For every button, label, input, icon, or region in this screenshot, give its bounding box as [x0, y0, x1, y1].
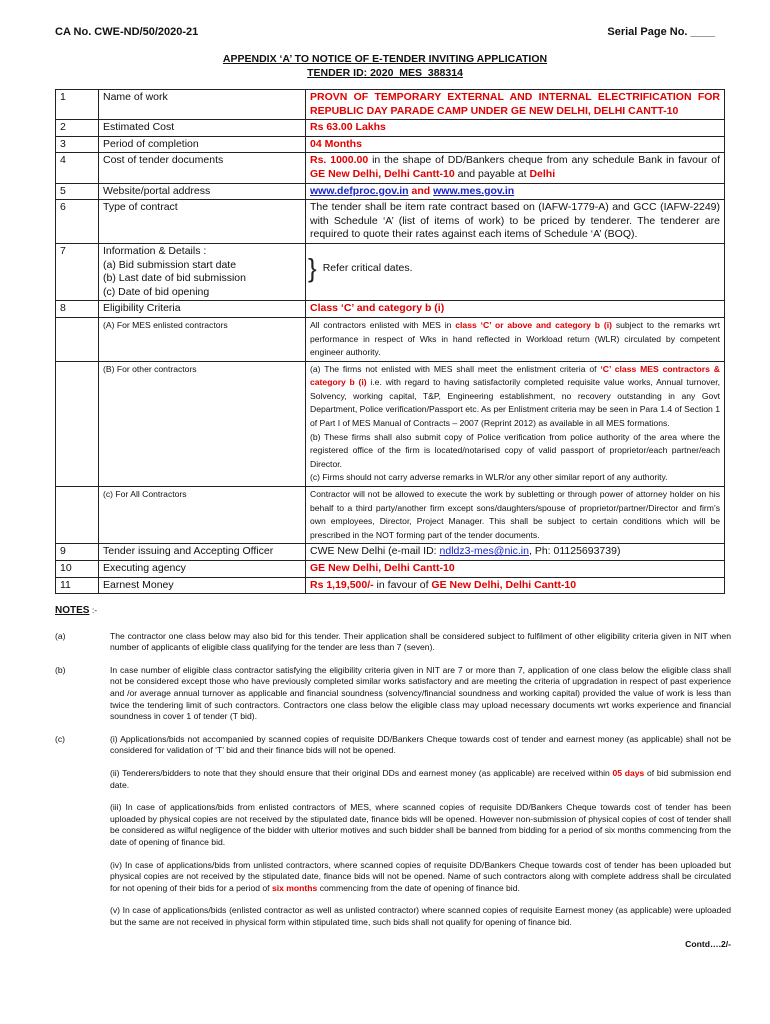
- eligibility-class: Class ‘C’ and category b (i): [306, 301, 725, 318]
- note-text: The contractor one class below may also bid for this tender. Their application shall be considered subject to fulfilment of other eligibility criteria given in NIT when number of applicants of eligible class qualifying for the tender are less than 7 (seven).: [110, 630, 731, 653]
- note-c-v: (v) In case of applications/bids (enlisted contractor as well as unlisted contractor) where scanned copies of requisite Earnest money (as applicable) were uploaded but the same are not received in physical form within stipulated time, such bids shall not qualify for opening of finance bid.: [110, 905, 731, 927]
- table-row: [56, 136, 725, 153]
- row-label: Website/portal address: [99, 183, 306, 200]
- row-number: 11: [56, 577, 99, 594]
- row-label: Tender issuing and Accepting Officer: [99, 544, 306, 561]
- text: i.e. with regard to having satisfactorily completed requisite value works, Annual turnover, Solvency, working capital, T&P, Engineering establishment, no recovery outstanding in any Govt Department, Police verification/Passport etc. As per Enlistment criteria may be seen in Para 1.4 of Section 1 of Part I of MES Manual of Contracts – 2007 (Reprint 2012) as available in all MES formations.: [310, 377, 720, 429]
- notes-section: [55, 605, 731, 951]
- adverse-remarks-text: (c) Firms should not carry adverse remarks in WLR/or any other similar report of any authority.: [310, 472, 668, 483]
- class-highlight: class ‘C’ or above and category b (i): [455, 319, 612, 330]
- estimated-cost: Rs 63.00 Lakhs: [306, 120, 725, 137]
- table-row: [56, 243, 725, 300]
- period-of-completion: 04 Months: [306, 136, 725, 153]
- table-row: [56, 120, 725, 137]
- accepting-officer: [306, 544, 725, 561]
- row-label: Estimated Cost: [99, 120, 306, 137]
- document-title: [0, 52, 770, 80]
- notes-title: NOTES: [55, 605, 90, 616]
- note-text: In case number of eligible class contractor satisfying the eligibility criteria given in NIT are 7 or more than 7, application of one class below the eligible class shall not be considered except those who have previously completed similar works satisfactory and are meeting the criteria of upgradation in respect of past experience and /or average annual turnover as applicable and financial soundness (solvency/financial soundness and working capital) provided the value of work is less than twice the tendering limit of such contractors. Contractors one class below the eligible class may upload necessary documents wrt works experience and financial soundness in cover 1 of tender (T bid).: [110, 664, 731, 722]
- empty-cell: [56, 317, 99, 361]
- tender-id-label: TENDER ID: [307, 67, 364, 79]
- all-contractors-text: Contractor will not be allowed to execute the work by subletting or through power of attorney holder on his behalf to a third party/another firm except sons/daughters/spouse of proprietor/partner/Director and firm’s own employees, Director, Project Manager. This shall be subject to certain conditions which will be prescribed in the NOT forming part of the tender documents.: [306, 487, 725, 544]
- row-label: Information & Details :: [103, 244, 207, 257]
- brace-icon: }: [308, 252, 317, 283]
- table-row: [56, 301, 725, 318]
- all-contractors-label: (c) For All Contractors: [99, 487, 306, 544]
- email-link[interactable]: ndldz3-mes@nic.in: [439, 545, 529, 558]
- table-row: [56, 561, 725, 578]
- payable-at: Delhi: [529, 167, 556, 180]
- row-number: 6: [56, 200, 99, 244]
- info-details-label: [99, 243, 306, 300]
- text: CWE New Delhi (e-mail ID:: [310, 545, 440, 558]
- row-number: 8: [56, 301, 99, 318]
- info-details-value: [306, 243, 725, 300]
- text: in the shape of DD/Bankers cheque from any schedule Bank in favour of: [368, 154, 720, 167]
- empty-cell: [56, 487, 99, 544]
- executing-agency: GE New Delhi, Delhi Cantt-10: [306, 561, 725, 578]
- note-c-ii: [110, 768, 731, 791]
- bid-opening-label: (c) Date of bid opening: [103, 285, 210, 298]
- note-tag: (a): [55, 630, 66, 641]
- row-number: 2: [56, 120, 99, 137]
- tender-doc-amount: Rs. 1000.00: [310, 154, 369, 167]
- police-verification-text: (b) These firms shall also submit copy of Police verification from police authority of the area where the registered office of the firm is located/notarised copy of valid passport of proprietor/each partner/each Director.: [310, 431, 720, 469]
- note-c-body: [110, 734, 731, 929]
- tender-details-table: [55, 89, 725, 594]
- note-c-i: (i) Applications/bids not accompanied by scanned copies of requisite DD/Bankers Cheque towards cost of tender and earnest money (as applicable) shall not be considered for validation of ‘T’ bid and their finance bids will not be opened.: [110, 733, 731, 756]
- table-row: [56, 200, 725, 244]
- continued-label: Contd….2/-: [685, 939, 731, 950]
- text: , Ph: 01125693739): [528, 545, 621, 558]
- row-label: Cost of tender documents: [99, 153, 306, 183]
- row-number: 4: [56, 153, 99, 183]
- note-c-iii: (iii) In case of applications/bids from enlisted contractors of MES, where scanned copies of requisite DD/Bankers Cheque towards cost of tender has been uploaded by physical copies are not received by the stipulated date, finance bids will be opened. However non-submission of physical copies of cost of tender shall be considered as wilful negligence of the bidder with ulterior motives and such bidder shall be banned from bidding for a period of six months commencing from the date of opening of finance bid.: [110, 802, 731, 847]
- row-number: 7: [56, 243, 99, 300]
- text: (a) The firms not enlisted with MES shall meet the enlistment criteria of: [310, 363, 601, 374]
- tender-id-line: [0, 66, 770, 80]
- table-row: [56, 90, 725, 120]
- text: (iv) In case of applications/bids from unlisted contractors, where scanned copies of requisite DD/Bankers Cheque towards cost of tender has been uploaded but physical copies are not received by the stipulated date, finance bids will not be opened. Name of such contractors along with complete address shall be circulated for not opening of their bids for a period of: [110, 859, 731, 893]
- note-c-iv: [110, 860, 731, 895]
- defproc-link[interactable]: www.defproc.gov.in: [310, 184, 409, 197]
- note-tag: (b): [55, 664, 66, 675]
- months-highlight: six months: [271, 882, 318, 893]
- text: and: [408, 184, 434, 197]
- serial-page-no: Serial Page No. ____: [607, 26, 715, 38]
- row-number: 3: [56, 136, 99, 153]
- text: (ii) Tenderers/bidders to note that they should ensure that their original DDs and earnest money (as applicable) are received within: [110, 767, 613, 778]
- mes-enlisted-text: [306, 317, 725, 361]
- row-number: 5: [56, 183, 99, 200]
- ca-number: CA No. CWE-ND/50/2020-21: [55, 26, 199, 38]
- table-row: [56, 577, 725, 594]
- mes-link[interactable]: www.mes.gov.in: [433, 184, 515, 197]
- tender-id: : 2020_MES_388314: [363, 67, 463, 79]
- text: in favour of: [373, 578, 432, 591]
- bid-start-label: (a) Bid submission start date: [103, 258, 237, 271]
- other-contractors-label: (B) For other contractors: [99, 361, 306, 486]
- text: and payable at: [454, 167, 530, 180]
- payee: GE New Delhi, Delhi Cantt-10: [431, 578, 577, 591]
- earnest-amount: Rs 1,19,500/-: [310, 578, 374, 591]
- row-label: Period of completion: [99, 136, 306, 153]
- table-row: [56, 544, 725, 561]
- page-header: [55, 26, 715, 38]
- row-number: 1: [56, 90, 99, 120]
- text: All contractors enlisted with MES in: [310, 319, 456, 330]
- other-contractors-text: [306, 361, 725, 486]
- row-label: Executing agency: [99, 561, 306, 578]
- table-row: [56, 153, 725, 183]
- row-label: Earnest Money: [99, 577, 306, 594]
- row-label: Name of work: [99, 90, 306, 120]
- cost-of-tender-documents: [306, 153, 725, 183]
- mes-enlisted-label: (A) For MES enlisted contractors: [99, 317, 306, 361]
- appendix-title: APPENDIX ‘A’ TO NOTICE OF E-TENDER INVITING APPLICATION: [222, 53, 548, 65]
- days-highlight: 05 days: [612, 767, 645, 778]
- row-label: Type of contract: [99, 200, 306, 244]
- table-row: [56, 183, 725, 200]
- notes-colon: :-: [89, 605, 98, 615]
- row-label: Eligibility Criteria: [99, 301, 306, 318]
- table-row: [56, 361, 725, 486]
- note-b: [55, 665, 731, 723]
- text: of bid submission end date.: [110, 767, 731, 790]
- empty-cell: [56, 361, 99, 486]
- note-c: [55, 734, 731, 929]
- table-row: [56, 317, 725, 361]
- text: commencing from the date of opening of finance bid.: [317, 882, 520, 893]
- type-of-contract: The tender shall be item rate contract based on (IAFW-1779-A) and GCC (IAFW-2249) with Schedule ‘A’ (list of items of work) to be priced by tenderer. The tenderer are required to quote their rates against each items of Schedule ‘A’ (BOQ).: [306, 200, 725, 244]
- notes-heading: [55, 605, 731, 617]
- note-a: [55, 631, 731, 654]
- website-addresses: [306, 183, 725, 200]
- text: subject to the remarks wrt performance in respect of Wks in hand reflected in Workload return (WLR) circulated by competent engineer authority.: [310, 319, 720, 358]
- table-row: [56, 487, 725, 544]
- refer-critical-dates: Refer critical dates.: [322, 261, 413, 274]
- bid-last-date-label: (b) Last date of bid submission: [103, 272, 246, 285]
- name-of-work: PROVN OF TEMPORARY EXTERNAL AND INTERNAL ELECTRIFICATION FOR REPUBLIC DAY PARADE CAMP UNDER GE NEW DELHI, DELHI CANTT-10: [306, 90, 725, 120]
- earnest-money: [306, 577, 725, 594]
- row-number: 9: [56, 544, 99, 561]
- payee: GE New Delhi, Delhi Cantt-10: [310, 167, 455, 180]
- row-number: 10: [56, 561, 99, 578]
- note-tag: (c): [55, 733, 66, 744]
- class-highlight: ‘C’ class MES contractors & category b (i): [310, 363, 720, 388]
